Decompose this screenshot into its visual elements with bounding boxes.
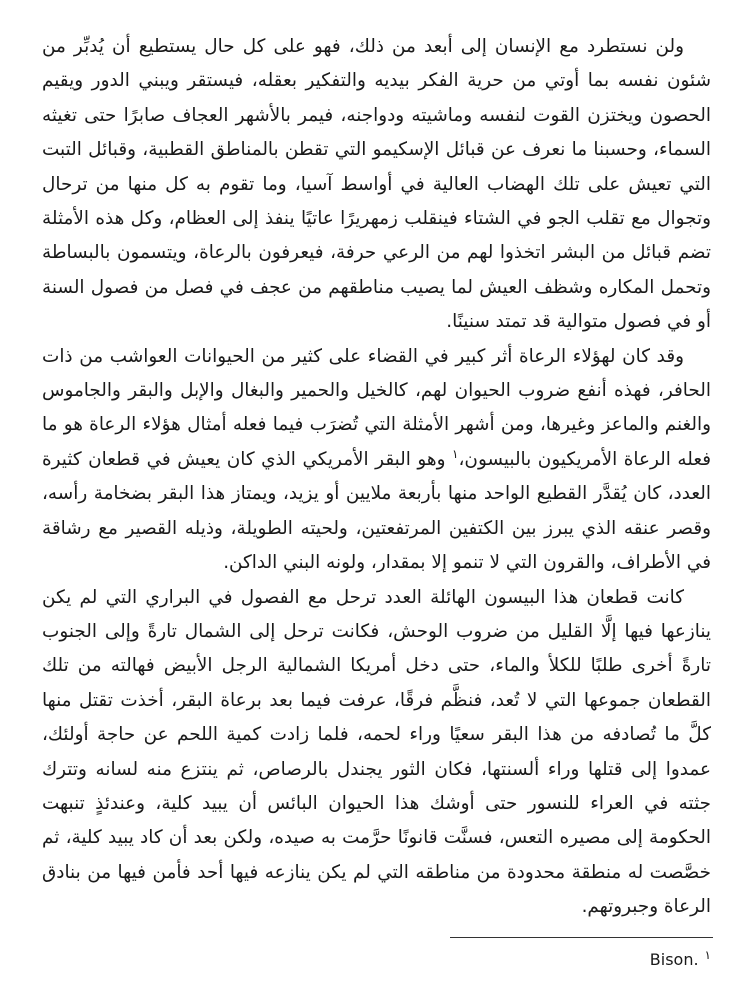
document-body [42,30,711,925]
paragraph-2-text-after: وهو البقر الأمريكي الذي كان يعيش في قطعان كثيرة العدد، كان يُقدَّر القطيع الواحد منها بأربعة ملايين أو يزيد، ويمتاز هذا البقر بضخامة رأسه، وقصر عنقه الذي يبرز بين الكتفين المرتفعتين، ولحيته الطويلة، وذيله القصير مع رشاقة في الأطراف، والقرون التي لا تنمو إلا بمقدار، ولونه البني الداكن. [42,448,711,574]
footnote-number: ١ [704,947,711,962]
paragraph-1 [42,30,711,340]
footnote [42,948,711,972]
paragraph-2-text-before: وقد كان لهؤلاء الرعاة أثر كبير في القضاء على كثير من الحيوانات العواشب من ذات الحافر، فهذه أنفع ضروب الحيوان لهم، كالخيل والحمير والبغال والإبل والبقر والجاموس والغنم والماعز وغيرها، ومن أشهر الأمثلة التي تُضرَب فيما فعله أمثال هؤلاء الرعاة هو ما فعله الرعاة الأمريكيون بالبيسون، [42,345,711,470]
paragraph-1-text: ولن نستطرد مع الإنسان إلى أبعد من ذلك، فهو على كل حال يستطيع أن يُدبِّر من شئون نفسه بما أوتي من حرية الفكر بيديه والتفكير بعقله، فيستقر ويبني الدور ويقيم الحصون ويختزن القوت لنفسه وماشيته ودواجنه، فيمر بالأشهر العجاف صابرًا حتى تغيثه السماء، وحسبنا ما نعرف عن قبائل الإسكيمو التي تقطن بالمناطق القطبية، وقبائل التبت التي تعيش على تلك الهضاب العالية في أواسط آسيا، وما تقوم به كل منها من ترحال وتجوال مع تقلب الجو في الشتاء فينقلب زمهريرًا عاتيًا ينفذ إلى العظام، وكل هذه الأمثلة تضم قبائل من البشر اتخذوا لهم من الرعي حرفة، فيعرفون بالرعاة، ويتسمون بالبساطة وتحمل المكاره وشظف العيش لما يصيب مناطقهم من عجف في فصل من فصول السنة أو في فصول متوالية قد تمتد سنينًا. [42,36,711,333]
paragraph-3-text: كانت قطعان هذا البيسون الهائلة العدد ترحل مع الفصول في البراري التي لم يكن ينازعها فيها إلَّا القليل من ضروب الوحش، فكانت ترحل إلى الشمال تارةً وإلى الجنوب تارةً أخرى طلبًا للكلأ والماء، حتى دخل أمريكا الشمالية الرجل الأبيض فهالته من تلك القطعان جموعها التي لا تُعد، فنظَّم فرقًا، عرفت فيما بعد برعاة البقر، أخذت تقتل منها كلَّ ما تُصادفه من هذا البقر سعيًا وراء لحمه، فلما زادت كمية اللحم عن حاجة أولئك، عمدوا إلى قتلها وراء ألسنتها، فكان الثور يجندل بالرصاص، ثم ينتزع منه لسانه وتترك جثته في العراء للنسور حتى أوشك هذا الحيوان البائس أن يبيد كلية، وعندئذٍ تنبهت الحكومة إلى مصيره التعس، فسنَّت قانونًا حرَّمت به صيده، ولكن بعد أن كاد يبيد كلية، ثم خصَّصت له منطقة محدودة من مناطقه التي لم يكن ينازعه فيها أحد فأمن فيها من بنادق الرعاة وجبروتهم. [42,586,711,918]
paragraph-3 [42,581,711,925]
footnote-divider [450,937,713,938]
footnote-reference[interactable]: ١ [452,446,459,461]
footnote-text: Bison. [649,950,699,969]
paragraph-2 [42,340,711,581]
